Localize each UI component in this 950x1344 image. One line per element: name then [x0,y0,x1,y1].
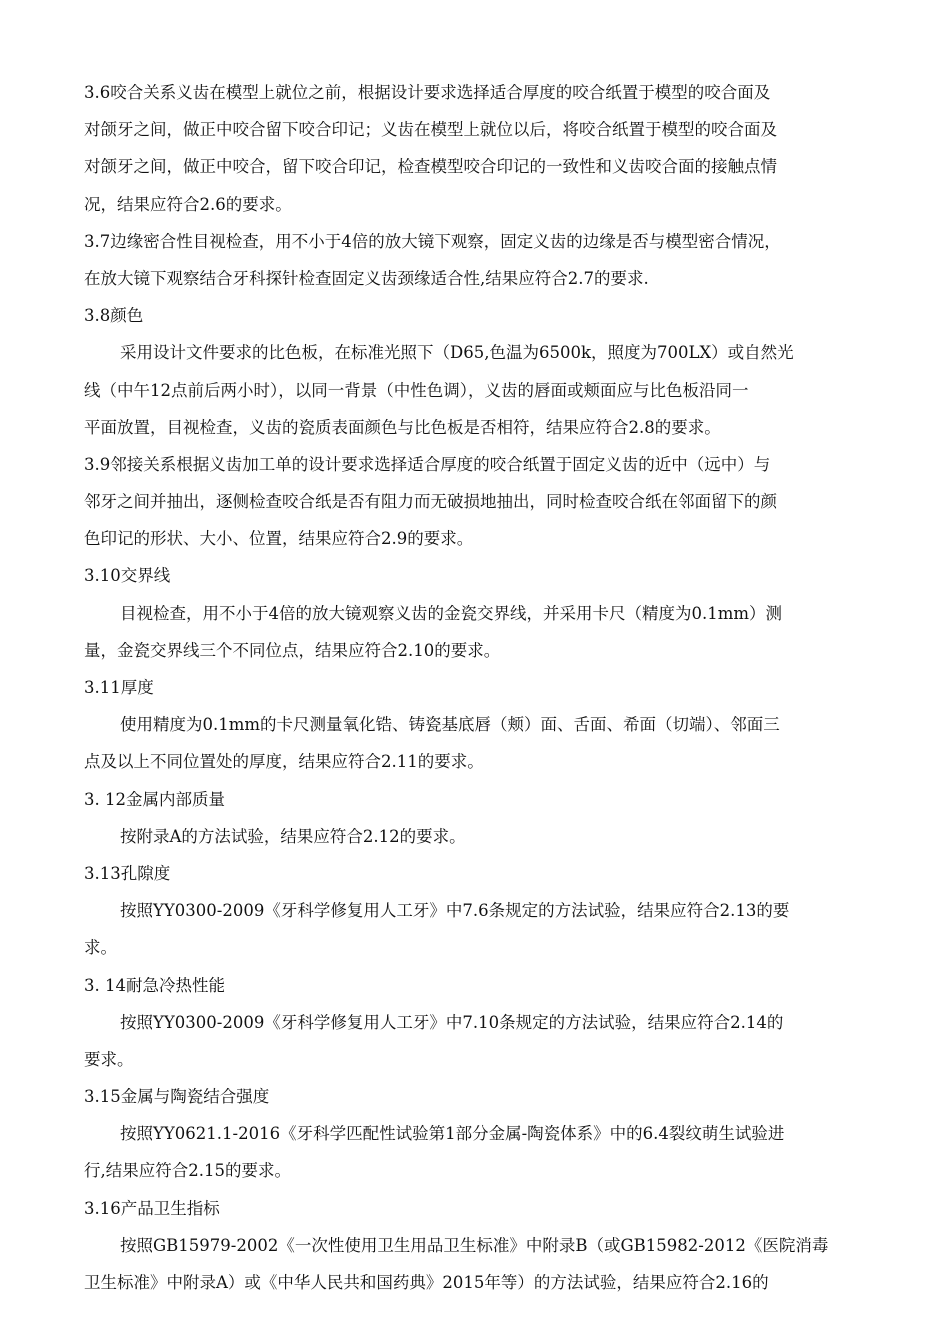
text-line: 点及以上不同位置处的厚度，结果应符合2.11的要求。 [84,752,484,772]
text-line: 3.7边缘密合性目视检查，用不小于4倍的放大镜下观察，固定义齿的边缘是否与模型密合情况， [84,231,781,251]
text-line: 卫生标准》中附录A）或《中华人民共和国药典》2015年等）的方法试验，结果应符合2.16的 [84,1273,769,1292]
text-line: 平面放置，目视检查，义齿的瓷质表面颜色与比色板是否相符，结果应符合2.8的要求。 [84,417,721,437]
text-line: 量，金瓷交界线三个不同位点，结果应符合2.10的要求。 [84,640,501,660]
text-line: 按照YY0300-2009《牙科学修复用人工牙》中7.6条规定的方法试验，结果应符合2.13的要 [120,901,790,921]
text-line: 况，结果应符合2.6的要求。 [84,194,292,214]
text-line: 3.9邻接关系根据义齿加工单的设计要求选择适合厚度的咬合纸置于固定义齿的近中（远中）与 [84,454,771,474]
section-heading: 3. 14耐急冷热性能 [84,975,225,995]
text-line: 采用设计文件要求的比色板，在标准光照下（D65,色温为6500k，照度为700LX）或自然光 [120,343,794,363]
section-heading: 3.16产品卫生指标 [84,1198,220,1218]
text-line: 按照GB15979-2002《一次性使用卫生用品卫生标准》中附录B（或GB15982-2012《医院消毒 [120,1235,829,1255]
document-page [84,74,890,1301]
text-line: 3.6咬合关系义齿在模型上就位之前，根据设计要求选择适合厚度的咬合纸置于模型的咬合面及 [84,83,771,102]
text-line: 对颌牙之间，做正中咬合，留下咬合印记，检查模型咬合印记的一致性和义齿咬合面的接触点情 [84,157,777,177]
text-line: 按附录A的方法试验，结果应符合2.12的要求。 [120,826,466,846]
section-heading: 3.10交界线 [84,566,171,586]
text-line: 线（中午12点前后两小时），以同一背景（中性色调），义齿的唇面或颊面应与比色板沿同一 [84,380,749,400]
section-heading: 3. 12金属内部质量 [84,789,225,809]
text-line: 行,结果应符合2.15的要求。 [84,1161,291,1181]
section-heading: 3.15金属与陶瓷结合强度 [84,1087,270,1107]
text-line: 按照YY0621.1-2016《牙科学匹配性试验第1部分金属-陶瓷体系》中的6.4裂纹萌生试验进 [120,1124,785,1144]
text-line: 邻牙之间并抽出，逐侧检查咬合纸是否有阻力而无破损地抽出，同时检查咬合纸在邻面留下的颜 [84,492,777,512]
text-line: 色印记的形状、大小、位置，结果应符合2.9的要求。 [84,529,474,549]
section-heading: 3.8颜色 [84,306,144,326]
text-line: 目视检查，用不小于4倍的放大镜观察义齿的金瓷交界线，并采用卡尺（精度为0.1mm）测 [120,603,783,623]
section-heading: 3.13孔隙度 [84,863,171,883]
text-line: 要求。 [84,1049,134,1069]
text-line: 在放大镜下观察结合牙科探针检查固定义齿颈缘适合性,结果应符合2.7的要求. [84,268,649,288]
section-heading: 3.11厚度 [84,678,154,697]
text-line: 使用精度为0.1mm的卡尺测量氧化锆、铸瓷基底唇（颊）面、舌面、希面（切端）、邻面三 [120,715,780,735]
text-line: 求。 [84,938,117,958]
text-line: 按照YY0300-2009《牙科学修复用人工牙》中7.10条规定的方法试验，结果应符合2.14的 [120,1012,784,1032]
text-line: 对颌牙之间，做正中咬合留下咬合印记；义齿在模型上就位以后，将咬合纸置于模型的咬合面及 [84,120,777,140]
